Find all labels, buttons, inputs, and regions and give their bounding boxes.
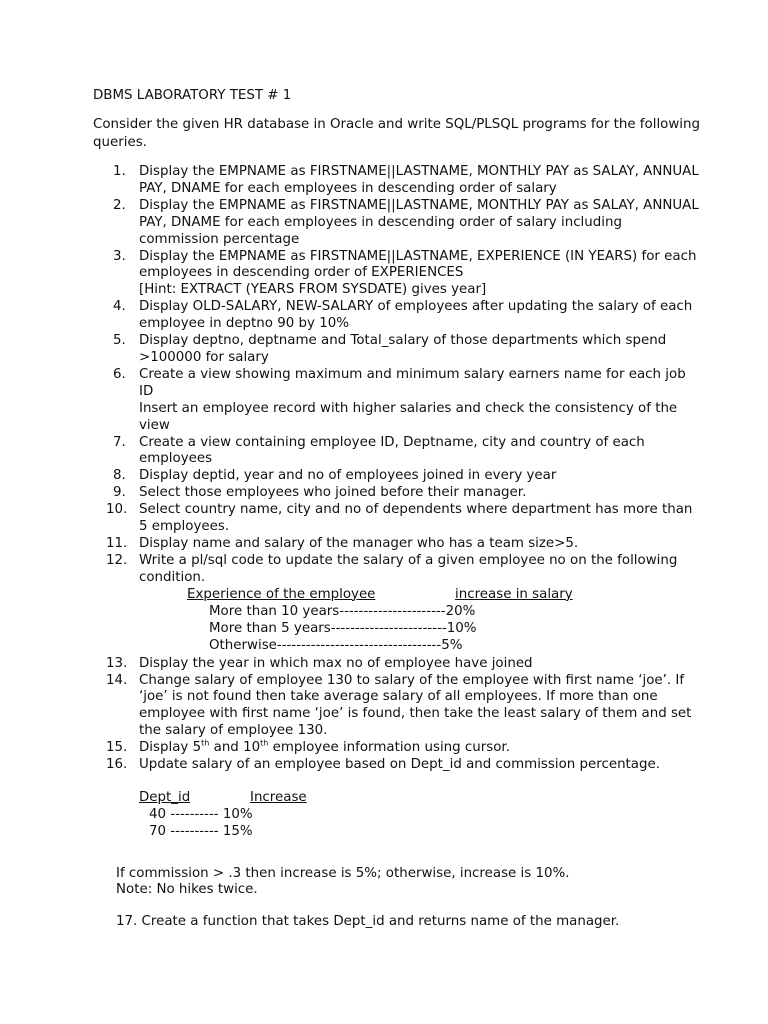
table-row: Otherwise----------------------------------5% <box>209 637 463 653</box>
item-text: Select those employees who joined before their manager. <box>139 485 527 501</box>
list-item <box>106 655 703 673</box>
table-header-dept: Dept_id <box>139 790 191 805</box>
table-row: More than 5 years------------------------10% <box>209 620 477 636</box>
item-text: Update salary of an employee based on Dept_id and commission percentage. <box>139 757 661 773</box>
table-row: 70 ---------- 15% <box>149 824 253 839</box>
item-hint: [Hint: EXTRACT (YEARS FROM SYSDATE) gives year] <box>139 282 487 298</box>
item-text: Display name and salary of the manager who has a team size>5. <box>139 535 579 551</box>
item-text <box>139 740 703 757</box>
item-extra: Insert an employee record with higher salaries and check the consistency of the view <box>139 400 678 433</box>
item-text: Create a view containing employee ID, Deptname, city and country of each employees <box>139 434 645 467</box>
item-number: 5. <box>113 333 126 349</box>
item-text: Select country name, city and no of dependents where department has more than 5 employees. <box>139 502 693 535</box>
item-number: 14. <box>106 672 128 688</box>
list-item <box>106 535 703 553</box>
list-item <box>113 198 703 249</box>
list-item <box>106 502 703 536</box>
list-item <box>106 672 703 741</box>
document-title: DBMS LABORATORY TEST # 1 <box>93 88 292 103</box>
table-header-increase: Increase <box>250 790 307 805</box>
item-text-part: Display 5 <box>139 740 202 756</box>
item-number: 4. <box>113 299 126 315</box>
no-hikes-note: Note: No hikes twice. <box>116 882 258 897</box>
table-header-increase: increase in salary <box>455 586 573 602</box>
list-item <box>113 468 703 485</box>
item-number: 11. <box>106 535 128 551</box>
item-text: Display the EMPNAME as FIRSTNAME||LASTNAME, EXPERIENCE (IN YEARS) for each employees in descending order of EXPERIENCES <box>139 248 697 281</box>
item-number: 1. <box>113 164 126 179</box>
list-item <box>106 738 703 757</box>
list-item <box>113 249 703 300</box>
item-number: 16. <box>106 757 128 773</box>
dept-increase-table <box>139 790 703 845</box>
list-item <box>113 435 703 469</box>
question-list <box>106 164 703 845</box>
item-number: 10. <box>106 502 128 518</box>
item-number: 3. <box>113 248 126 264</box>
item-text: Display deptno, deptname and Total_salary of those departments which spend >100000 for salary <box>139 333 667 365</box>
intro-paragraph: Consider the given HR database in Oracle and write SQL/PLSQL programs for the following queries. <box>93 117 701 150</box>
superscript: th <box>201 738 210 748</box>
list-item <box>113 485 703 502</box>
salary-increase-table <box>187 586 703 653</box>
list-item <box>106 552 703 656</box>
commission-note: If commission > .3 then increase is 5%; otherwise, increase is 10%. <box>116 866 570 881</box>
table-row: 40 ---------- 10% <box>149 807 253 822</box>
item-number: 6. <box>113 366 126 382</box>
superscript: th <box>260 738 269 748</box>
item-text: Change salary of employee 130 to salary of the employee with first name ‘joe’. If ‘joe’ is not found then take average salary of all employees. If more than one employee with first name ‘joe’ is found, then take the least salary of them and set the salary of employee 130. <box>139 672 692 739</box>
list-item <box>113 299 703 333</box>
list-item <box>113 164 703 198</box>
item-text: Display the EMPNAME as FIRSTNAME||LASTNAME, MONTHLY PAY as SALAY, ANNUAL PAY, DNAME for each employees in descending order of salary <box>139 164 699 196</box>
item-text: Create a view showing maximum and minimum salary earners name for each job ID <box>139 366 686 399</box>
item-number: 15. <box>106 740 128 756</box>
list-item <box>106 757 703 845</box>
item-text: Write a pl/sql code to update the salary of a given employee no on the following condition. <box>139 552 678 585</box>
item-text-part: and 10 <box>209 740 261 756</box>
list-item <box>113 367 703 435</box>
item-text: Display deptid, year and no of employees joined in every year <box>139 468 557 484</box>
item-number: 12. <box>106 552 128 568</box>
item-number: 2. <box>113 197 126 213</box>
item-number: 13. <box>106 655 128 671</box>
table-header-experience: Experience of the employee <box>187 586 376 602</box>
item-text-part: employee information using cursor. <box>268 740 510 756</box>
item-text: Display the year in which max no of employee have joined <box>139 655 533 671</box>
list-item <box>113 333 703 367</box>
item-number: 7. <box>113 434 126 450</box>
item-number: 8. <box>113 468 126 484</box>
table-row: More than 10 years----------------------20% <box>209 603 476 619</box>
item-text: Display OLD-SALARY, NEW-SALARY of employees after updating the salary of each employee in deptno 90 by 10% <box>139 299 693 332</box>
item-number: 9. <box>113 485 126 501</box>
item-17: 17. Create a function that takes Dept_id and returns name of the manager. <box>116 914 620 929</box>
item-text: Display the EMPNAME as FIRSTNAME||LASTNAME, MONTHLY PAY as SALAY, ANNUAL PAY, DNAME for each employees in descending order of salary including commission percentage <box>139 197 699 247</box>
